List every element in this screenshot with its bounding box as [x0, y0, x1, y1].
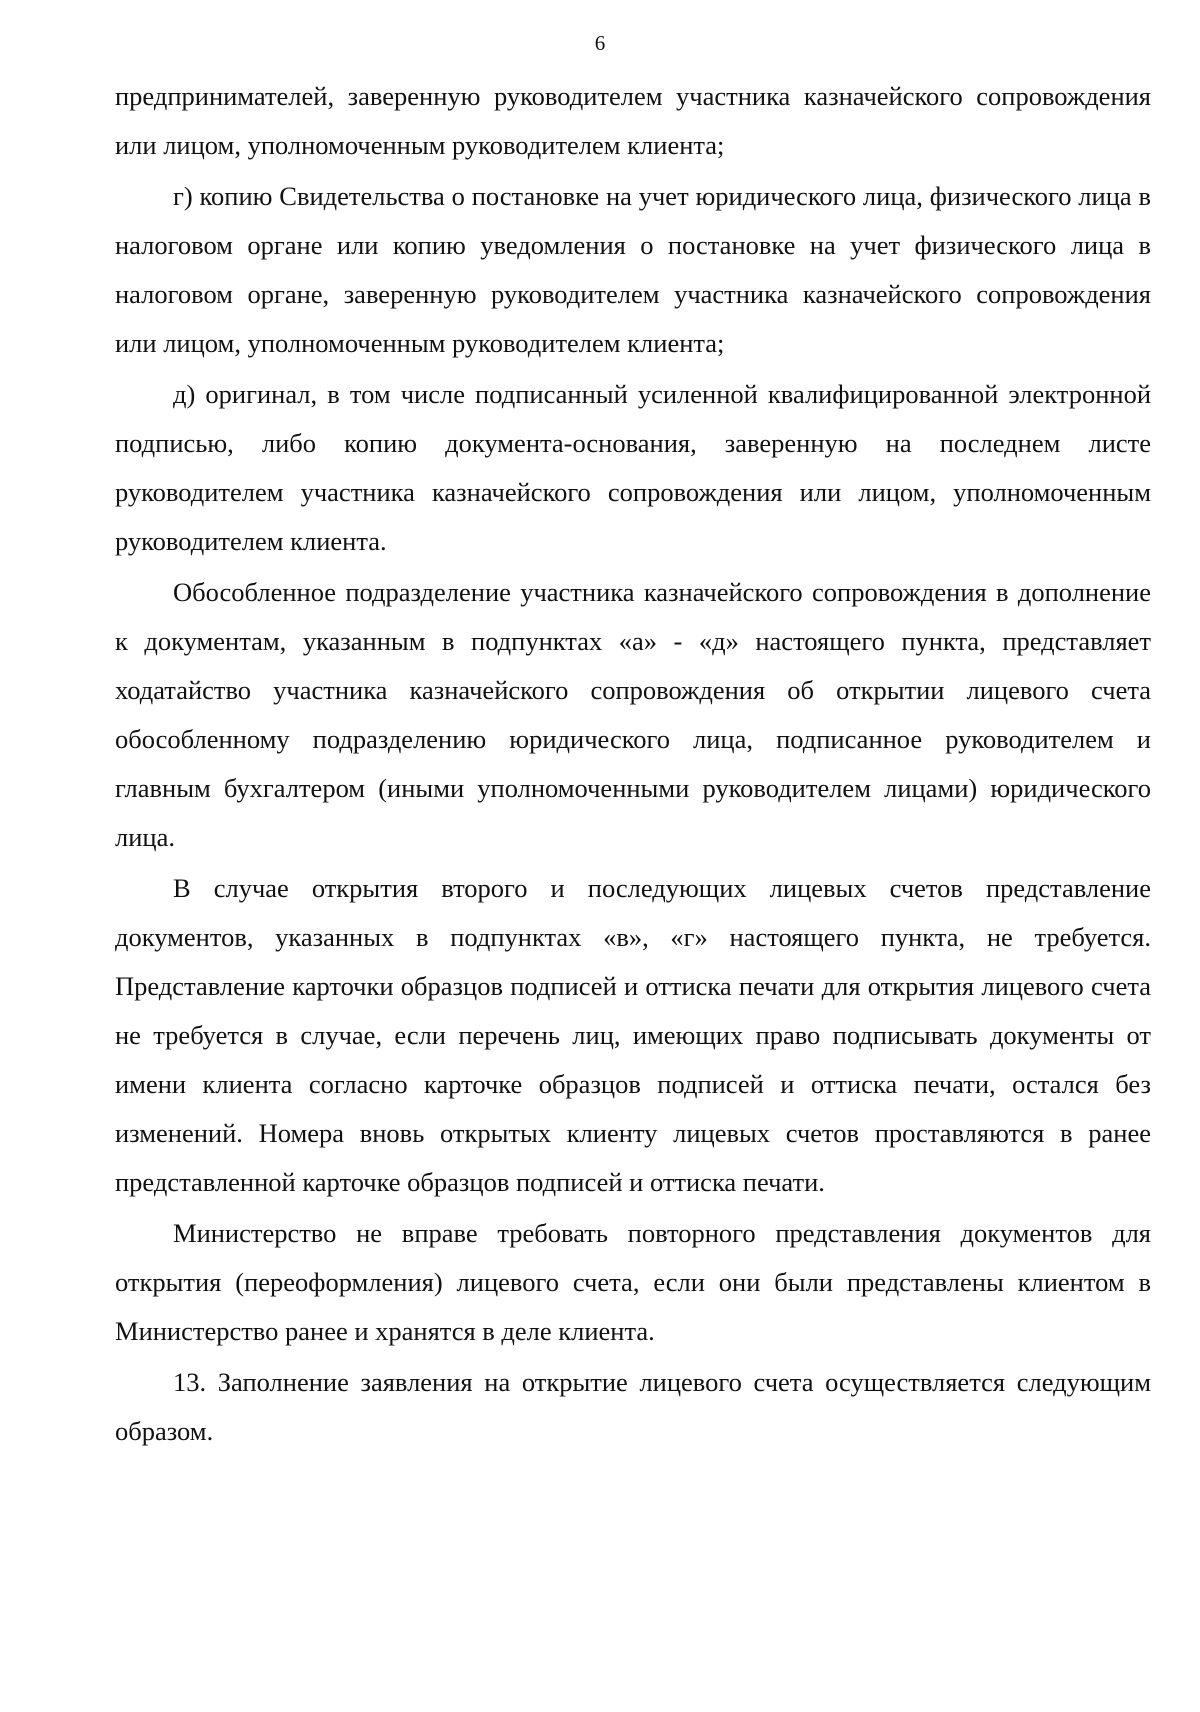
paragraph-ministry: Министерство не вправе требовать повторного представления документов для открытия (переоформления) лицевого счета, если они были представлены клиентом в Министерство ранее и хранятся в деле клиента.: [115, 1218, 1151, 1346]
paragraph-separate-division: Обособленное подразделение участника казначейского сопровождения в дополнение к документам, указанным в подпунктах «а» - «д» настоящего пункта, представляет ходатайство участника казначейского сопровождения об открытии лицевого счета обособленному подразделению юридического лица, подписанное руководителем и главным бухгалтером (иными уполномоченными руководителем лицами) юридического лица.: [115, 577, 1151, 852]
page-number: 6: [594, 31, 606, 55]
paragraph-item-13: 13. Заполнение заявления на открытие лицевого счета осуществляется следующим образом.: [115, 1367, 1151, 1446]
paragraph-item-d: д) оригинал, в том числе подписанный усиленной квалифицированной электронной подписью, либо копию документа-основания, заверенную на последнем листе руководителем участника казначейского сопровождения или лицом, уполномоченным руководителем клиента.: [115, 379, 1151, 556]
document-body: [115, 72, 1151, 1456]
paragraph-continuation: предпринимателей, заверенную руководителем участника казначейского сопровождения или лицом, уполномоченным руководителем клиента;: [115, 81, 1151, 160]
paragraph-item-g: г) копию Свидетельства о постановке на учет юридического лица, физического лица в налоговом органе или копию уведомления о постановке на учет физического лица в налоговом органе, заверенную руководителем участника казначейского сопровождения или лицом, уполномоченным руководителем клиента;: [115, 181, 1151, 358]
paragraph-second-account: В случае открытия второго и последующих лицевых счетов представление документов, указанных в подпунктах «в», «г» настоящего пункта, не требуется. Представление карточки образцов подписей и оттиска печати для открытия лицевого счета не требуется в случае, если перечень лиц, имеющих право подписывать документы от имени клиента согласно карточке образцов подписей и оттиска печати, остался без изменений. Номера вновь открытых клиенту лицевых счетов проставляются в ранее представленной карточке образцов подписей и оттиска печати.: [115, 873, 1151, 1197]
